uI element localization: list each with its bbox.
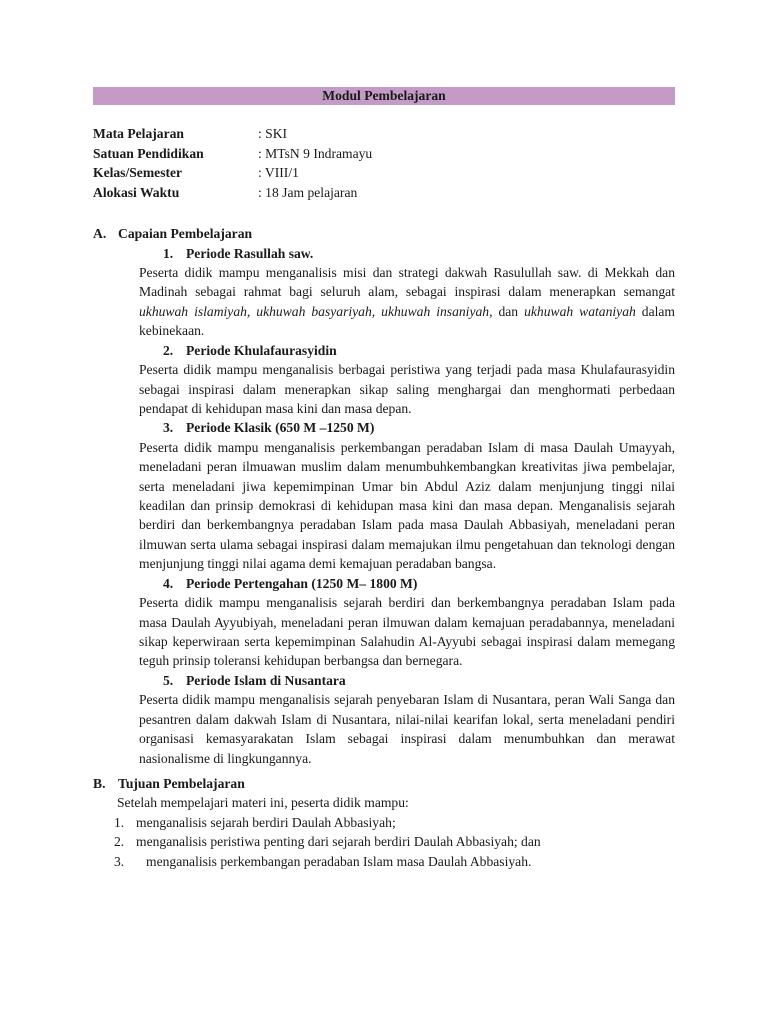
goal-text: menganalisis perkembangan peradaban Islam masa Daulah Abbasiyah. [146,853,532,869]
section-title: Capaian Pembelajaran [118,226,253,241]
period-title: Periode Klasik (650 M –1250 M) [186,420,375,436]
meta-row [93,183,675,203]
meta-label: Kelas/Semester [93,165,183,180]
period-number: 5. [163,672,174,688]
period-heading [93,341,675,361]
goal-item [114,832,675,852]
meta-row [93,163,675,183]
section-a-heading [93,224,675,244]
meta-table [93,124,675,202]
period-paragraph: Peserta didik mampu menganalisis berbagai peristiwa yang terjadi pada masa Khulafaurasyidin sebagai inspirasi dalam menerapkan sikap saling menghargai dan menghormati perbedaan pendapat di kehidupan masa kini dan masa depan. [139,362,675,416]
paragraph-italic: ukhuwah islamiyah, ukhuwah basyariyah, ukhuwah insaniyah, [139,303,493,319]
paragraph-text: Peserta didik mampu menganalisis misi dan strategi dakwah Rasulullah saw. di Mekkah dan Madinah sebagai rahmat bagi seluruh alam, sebagai inspirasi dalam menerapkan semangat [139,265,675,300]
goal-text: menganalisis sejarah berdiri Daulah Abbasiyah; [136,814,396,830]
period-title: Periode Islam di Nusantara [186,672,346,688]
paragraph-text: dalam kebinekaan. [139,303,675,339]
period-heading [93,418,675,438]
paragraph-italic: ukhuwah wataniyah [524,303,636,319]
meta-row [93,124,675,144]
period-paragraph: Peserta didik mampu menganalisis perkembangan peradaban Islam di masa Daulah Umayyah, meneladani peran ilmuawan muslim dalam menumbuhkembangkan kreativitas jiwa pembelajar, serta meneladani jiwa kepemimpinan Umar bin Abdul Aziz dalam menjunjung tinggi nilai keadilan dan prinsip demokrasi di kehidupan masa kini dan masa depan. Menganalisis sejarah berdiri dan berkembangnya peradaban Islam pada masa Daulah Abbasiyah, meneladani peran ilmuwan serta ulama sebagai inspirasi dalam memajukan ilmu pengetahuan dan teknologi dengan menjunjung tinggi nilai agama demi kemajuan peradaban bangsa. [139,439,675,572]
meta-value: : 18 Jam pelajaran [258,184,358,200]
period-title: Periode Khulafaurasyidin [186,342,337,358]
meta-label: Alokasi Waktu [93,184,180,200]
goal-item [114,813,675,833]
goal-item [114,852,675,872]
goal-number: 1. [114,814,125,830]
period-title: Periode Pertengahan (1250 M– 1800 M) [186,575,418,591]
period-paragraph: Peserta didik mampu menganalisis sejarah penyebaran Islam di Nusantara, peran Wali Sanga dan pesantren dalam dakwah Islam di Nusantara, nilai-nilai kearifan lokal, serta meneladani pendiri organisasi kemasyarakatan Islam sebagai inspirasi dalam menumbuhkan dan merawat nasionalisme di lingkungannya. [139,692,675,766]
period-paragraph [139,263,675,341]
period-heading [93,671,675,691]
document-title: Modul Pembelajaran [93,87,675,105]
goal-number: 3. [114,853,125,869]
meta-label: Mata Pelajaran [93,126,184,141]
period-number: 4. [163,575,174,591]
section-letter: A. [93,226,107,241]
meta-label: Satuan Pendidikan [93,145,204,161]
meta-value: : SKI [258,126,288,141]
section-letter: B. [93,775,106,791]
period-title: Periode Rasullah saw. [186,245,314,261]
period-number: 3. [163,420,174,436]
period-heading [93,244,675,264]
meta-value: : VIII/1 [258,165,299,180]
period-paragraph: Peserta didik mampu menganalisis sejarah berdiri dan berkembangnya peradaban Islam pada masa Daulah Ayyubiyah, meneladani peran ilmuwan dalam kemajuan peradabannya, meneladani sikap keperwiraan serta kepemimpinan Salahudin Al-Ayyubi sebagai inspirasi dalam memegang teguh prinsip toleransi kehidupan berbangsa dan bernegara. [139,595,675,669]
paragraph-text: dan [492,303,525,319]
period-heading [93,574,675,594]
document-page [93,87,675,871]
section-title: Tujuan Pembelajaran [118,775,245,791]
goals-intro: Setelah mempelajari materi ini, peserta didik mampu: [117,795,409,811]
meta-row [93,144,675,164]
period-number: 1. [163,245,174,261]
meta-value: : MTsN 9 Indramayu [258,145,373,161]
goal-text: menganalisis peristiwa penting dari sejarah berdiri Daulah Abbasiyah; dan [136,834,541,850]
section-b-heading [93,774,675,794]
period-number: 2. [163,342,174,358]
goal-number: 2. [114,834,125,850]
